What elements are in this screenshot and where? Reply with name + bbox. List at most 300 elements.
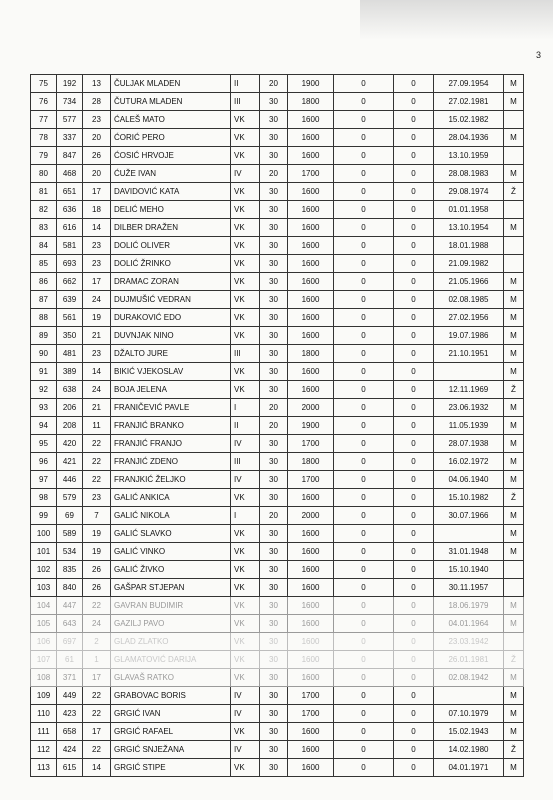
cell-gender	[504, 111, 524, 129]
cell-value-b: 0	[394, 381, 434, 399]
cell-full-name: GRABOVAC BORIS	[111, 687, 231, 705]
cell-full-name: ĆOSIĆ HRVOJE	[111, 147, 231, 165]
table-row	[31, 669, 524, 687]
cell-birth-date: 11.05.1939	[434, 417, 504, 435]
cell-full-name: DILBER DRAŽEN	[111, 219, 231, 237]
cell-value-a: 0	[334, 525, 394, 543]
cell-row-index: 93	[31, 399, 57, 417]
cell-points: 1600	[288, 129, 334, 147]
cell-unit-number: 26	[83, 147, 111, 165]
cell-value-b: 0	[394, 543, 434, 561]
table-row	[31, 309, 524, 327]
cell-id-number: 615	[57, 759, 83, 777]
cell-row-index: 100	[31, 525, 57, 543]
cell-value-b: 0	[394, 183, 434, 201]
cell-hours: 30	[260, 381, 288, 399]
cell-gender: Ž	[504, 381, 524, 399]
cell-unit-number: 14	[83, 219, 111, 237]
cell-value-a: 0	[334, 687, 394, 705]
cell-gender: M	[504, 129, 524, 147]
cell-value-a: 0	[334, 759, 394, 777]
cell-id-number: 61	[57, 651, 83, 669]
table-row	[31, 255, 524, 273]
cell-hours: 30	[260, 111, 288, 129]
cell-birth-date: 07.10.1979	[434, 705, 504, 723]
cell-full-name: DOLIĆ ŽRINKO	[111, 255, 231, 273]
cell-row-index: 88	[31, 309, 57, 327]
cell-qualification: III	[231, 345, 260, 363]
cell-row-index: 84	[31, 237, 57, 255]
cell-unit-number: 22	[83, 435, 111, 453]
cell-value-a: 0	[334, 363, 394, 381]
cell-unit-number: 22	[83, 471, 111, 489]
cell-birth-date: 21.10.1951	[434, 345, 504, 363]
cell-hours: 20	[260, 417, 288, 435]
table-row	[31, 219, 524, 237]
cell-gender: M	[504, 165, 524, 183]
cell-value-a: 0	[334, 633, 394, 651]
cell-value-b: 0	[394, 291, 434, 309]
cell-points: 1600	[288, 579, 334, 597]
cell-hours: 30	[260, 345, 288, 363]
cell-gender: Ž	[504, 651, 524, 669]
cell-unit-number: 20	[83, 165, 111, 183]
cell-qualification: VK	[231, 291, 260, 309]
cell-row-index: 109	[31, 687, 57, 705]
cell-gender: M	[504, 93, 524, 111]
cell-unit-number: 21	[83, 327, 111, 345]
cell-full-name: ĆUŽE IVAN	[111, 165, 231, 183]
cell-value-a: 0	[334, 399, 394, 417]
table-row	[31, 525, 524, 543]
cell-unit-number: 20	[83, 129, 111, 147]
cell-value-a: 0	[334, 147, 394, 165]
cell-full-name: GRGIĆ SNJEŽANA	[111, 741, 231, 759]
cell-qualification: VK	[231, 525, 260, 543]
cell-gender: Ž	[504, 183, 524, 201]
cell-unit-number: 18	[83, 201, 111, 219]
cell-id-number: 446	[57, 471, 83, 489]
cell-value-b: 0	[394, 147, 434, 165]
cell-value-b: 0	[394, 453, 434, 471]
cell-row-index: 99	[31, 507, 57, 525]
cell-birth-date: 15.10.1982	[434, 489, 504, 507]
cell-unit-number: 14	[83, 363, 111, 381]
cell-points: 1600	[288, 273, 334, 291]
cell-birth-date: 30.07.1966	[434, 507, 504, 525]
cell-unit-number: 24	[83, 381, 111, 399]
cell-full-name: FRANJIĆ FRANJO	[111, 435, 231, 453]
cell-id-number: 697	[57, 633, 83, 651]
cell-hours: 30	[260, 183, 288, 201]
cell-row-index: 111	[31, 723, 57, 741]
cell-full-name: FRANJKIĆ ŽELJKO	[111, 471, 231, 489]
table-row	[31, 201, 524, 219]
cell-unit-number: 1	[83, 651, 111, 669]
cell-hours: 30	[260, 651, 288, 669]
cell-id-number: 420	[57, 435, 83, 453]
cell-row-index: 108	[31, 669, 57, 687]
cell-birth-date: 23.06.1932	[434, 399, 504, 417]
cell-row-index: 86	[31, 273, 57, 291]
cell-value-b: 0	[394, 327, 434, 345]
page-number: 3	[535, 50, 541, 60]
cell-hours: 30	[260, 201, 288, 219]
cell-qualification: VK	[231, 381, 260, 399]
cell-qualification: VK	[231, 129, 260, 147]
cell-unit-number: 17	[83, 669, 111, 687]
cell-birth-date: 21.09.1982	[434, 255, 504, 273]
cell-points: 2000	[288, 507, 334, 525]
cell-unit-number: 22	[83, 687, 111, 705]
cell-value-b: 0	[394, 417, 434, 435]
cell-full-name: GRGIĆ STIPE	[111, 759, 231, 777]
cell-value-a: 0	[334, 381, 394, 399]
cell-value-b: 0	[394, 111, 434, 129]
cell-gender: M	[504, 615, 524, 633]
cell-value-b: 0	[394, 345, 434, 363]
table-row	[31, 453, 524, 471]
cell-id-number: 581	[57, 237, 83, 255]
cell-points: 1700	[288, 687, 334, 705]
cell-row-index: 92	[31, 381, 57, 399]
cell-value-b: 0	[394, 363, 434, 381]
cell-value-a: 0	[334, 507, 394, 525]
cell-hours: 30	[260, 687, 288, 705]
cell-full-name: DŽALTO JURE	[111, 345, 231, 363]
cell-points: 1600	[288, 741, 334, 759]
cell-qualification: IV	[231, 471, 260, 489]
cell-points: 1600	[288, 255, 334, 273]
cell-birth-date	[434, 363, 504, 381]
cell-points: 1600	[288, 525, 334, 543]
table-row	[31, 561, 524, 579]
cell-value-b: 0	[394, 471, 434, 489]
cell-value-a: 0	[334, 615, 394, 633]
cell-qualification: VK	[231, 723, 260, 741]
cell-gender: M	[504, 291, 524, 309]
cell-value-b: 0	[394, 219, 434, 237]
cell-qualification: III	[231, 453, 260, 471]
cell-hours: 30	[260, 579, 288, 597]
cell-hours: 30	[260, 543, 288, 561]
table-row	[31, 381, 524, 399]
cell-full-name: GALIĆ ŽIVKO	[111, 561, 231, 579]
cell-unit-number: 23	[83, 345, 111, 363]
cell-hours: 30	[260, 471, 288, 489]
cell-value-b: 0	[394, 93, 434, 111]
cell-gender: M	[504, 723, 524, 741]
cell-value-a: 0	[334, 273, 394, 291]
cell-row-index: 110	[31, 705, 57, 723]
cell-points: 1600	[288, 381, 334, 399]
cell-unit-number: 24	[83, 291, 111, 309]
cell-full-name: GRGIĆ RAFAEL	[111, 723, 231, 741]
cell-hours: 30	[260, 453, 288, 471]
cell-unit-number: 23	[83, 255, 111, 273]
cell-full-name: GAVRAN BUDIMIR	[111, 597, 231, 615]
cell-hours: 30	[260, 561, 288, 579]
cell-full-name: GAŠPAR STJEPAN	[111, 579, 231, 597]
cell-id-number: 449	[57, 687, 83, 705]
cell-points: 1600	[288, 543, 334, 561]
cell-hours: 30	[260, 291, 288, 309]
cell-row-index: 85	[31, 255, 57, 273]
cell-gender: M	[504, 309, 524, 327]
cell-gender: M	[504, 687, 524, 705]
cell-id-number: 423	[57, 705, 83, 723]
cell-value-a: 0	[334, 165, 394, 183]
cell-birth-date: 02.08.1985	[434, 291, 504, 309]
cell-gender: M	[504, 345, 524, 363]
cell-unit-number: 19	[83, 543, 111, 561]
cell-hours: 30	[260, 435, 288, 453]
cell-value-b: 0	[394, 399, 434, 417]
table-row	[31, 687, 524, 705]
cell-points: 1600	[288, 561, 334, 579]
cell-full-name: BIKIĆ VJEKOSLAV	[111, 363, 231, 381]
cell-points: 1700	[288, 471, 334, 489]
cell-hours: 30	[260, 309, 288, 327]
cell-hours: 30	[260, 255, 288, 273]
table-row	[31, 165, 524, 183]
cell-points: 1800	[288, 453, 334, 471]
cell-qualification: VK	[231, 651, 260, 669]
cell-unit-number: 7	[83, 507, 111, 525]
cell-id-number: 350	[57, 327, 83, 345]
cell-birth-date: 15.02.1982	[434, 111, 504, 129]
cell-gender: M	[504, 435, 524, 453]
cell-value-b: 0	[394, 75, 434, 93]
cell-gender: M	[504, 471, 524, 489]
cell-points: 1600	[288, 489, 334, 507]
cell-qualification: VK	[231, 489, 260, 507]
cell-hours: 30	[260, 273, 288, 291]
cell-points: 1800	[288, 345, 334, 363]
cell-birth-date: 15.10.1940	[434, 561, 504, 579]
cell-points: 1600	[288, 723, 334, 741]
cell-row-index: 87	[31, 291, 57, 309]
cell-full-name: GALIĆ NIKOLA	[111, 507, 231, 525]
cell-unit-number: 17	[83, 273, 111, 291]
cell-points: 1600	[288, 597, 334, 615]
table-row	[31, 543, 524, 561]
cell-qualification: VK	[231, 579, 260, 597]
cell-birth-date: 31.01.1948	[434, 543, 504, 561]
table-row	[31, 291, 524, 309]
cell-unit-number: 11	[83, 417, 111, 435]
cell-points: 1600	[288, 201, 334, 219]
cell-id-number: 693	[57, 255, 83, 273]
cell-full-name: GLAMATOVIĆ DARIJA	[111, 651, 231, 669]
cell-qualification: IV	[231, 165, 260, 183]
cell-birth-date: 27.09.1954	[434, 75, 504, 93]
cell-qualification: VK	[231, 237, 260, 255]
cell-points: 1600	[288, 111, 334, 129]
cell-value-b: 0	[394, 129, 434, 147]
cell-gender: Ž	[504, 489, 524, 507]
cell-gender: M	[504, 543, 524, 561]
cell-id-number: 577	[57, 111, 83, 129]
cell-points: 1900	[288, 75, 334, 93]
cell-birth-date: 14.02.1980	[434, 741, 504, 759]
table-row	[31, 723, 524, 741]
cell-points: 1600	[288, 309, 334, 327]
table-row	[31, 327, 524, 345]
table-row	[31, 489, 524, 507]
cell-qualification: VK	[231, 669, 260, 687]
cell-value-a: 0	[334, 669, 394, 687]
cell-value-a: 0	[334, 201, 394, 219]
cell-value-a: 0	[334, 597, 394, 615]
cell-row-index: 75	[31, 75, 57, 93]
cell-points: 1900	[288, 417, 334, 435]
cell-points: 1600	[288, 651, 334, 669]
cell-value-a: 0	[334, 327, 394, 345]
cell-value-a: 0	[334, 561, 394, 579]
cell-full-name: GAZILJ PAVO	[111, 615, 231, 633]
cell-points: 1600	[288, 633, 334, 651]
cell-hours: 30	[260, 633, 288, 651]
cell-points: 1600	[288, 669, 334, 687]
cell-qualification: VK	[231, 633, 260, 651]
cell-value-a: 0	[334, 435, 394, 453]
cell-id-number: 589	[57, 525, 83, 543]
cell-birth-date: 18.06.1979	[434, 597, 504, 615]
table-row	[31, 399, 524, 417]
cell-value-a: 0	[334, 471, 394, 489]
cell-qualification: IV	[231, 741, 260, 759]
cell-value-a: 0	[334, 705, 394, 723]
table-row	[31, 633, 524, 651]
cell-value-b: 0	[394, 273, 434, 291]
cell-value-a: 0	[334, 75, 394, 93]
cell-unit-number: 14	[83, 759, 111, 777]
cell-value-a: 0	[334, 129, 394, 147]
cell-row-index: 106	[31, 633, 57, 651]
cell-unit-number: 22	[83, 453, 111, 471]
cell-qualification: I	[231, 399, 260, 417]
cell-hours: 20	[260, 507, 288, 525]
cell-row-index: 77	[31, 111, 57, 129]
cell-points: 1600	[288, 759, 334, 777]
cell-gender: M	[504, 705, 524, 723]
cell-birth-date: 04.01.1971	[434, 759, 504, 777]
cell-id-number: 639	[57, 291, 83, 309]
table-row	[31, 507, 524, 525]
cell-value-b: 0	[394, 561, 434, 579]
cell-id-number: 468	[57, 165, 83, 183]
cell-hours: 30	[260, 723, 288, 741]
cell-points: 2000	[288, 399, 334, 417]
cell-value-a: 0	[334, 111, 394, 129]
cell-full-name: ĆORIĆ PERO	[111, 129, 231, 147]
cell-value-a: 0	[334, 291, 394, 309]
cell-value-b: 0	[394, 705, 434, 723]
cell-row-index: 112	[31, 741, 57, 759]
cell-full-name: ČUTURA MLADEN	[111, 93, 231, 111]
cell-hours: 20	[260, 165, 288, 183]
cell-full-name: GLAD ZLATKO	[111, 633, 231, 651]
cell-points: 1600	[288, 615, 334, 633]
cell-unit-number: 19	[83, 525, 111, 543]
cell-gender: M	[504, 399, 524, 417]
cell-unit-number: 17	[83, 723, 111, 741]
cell-points: 1600	[288, 291, 334, 309]
cell-value-a: 0	[334, 741, 394, 759]
cell-birth-date: 01.01.1958	[434, 201, 504, 219]
cell-value-a: 0	[334, 255, 394, 273]
table-body	[31, 75, 524, 777]
cell-gender: M	[504, 417, 524, 435]
cell-id-number: 835	[57, 561, 83, 579]
table-row	[31, 147, 524, 165]
cell-value-b: 0	[394, 615, 434, 633]
cell-value-b: 0	[394, 687, 434, 705]
cell-qualification: VK	[231, 615, 260, 633]
cell-points: 1600	[288, 147, 334, 165]
table-row	[31, 111, 524, 129]
cell-qualification: VK	[231, 219, 260, 237]
cell-id-number: 424	[57, 741, 83, 759]
cell-birth-date: 04.01.1964	[434, 615, 504, 633]
table-row	[31, 75, 524, 93]
cell-birth-date: 27.02.1956	[434, 309, 504, 327]
cell-value-b: 0	[394, 597, 434, 615]
table-row	[31, 363, 524, 381]
cell-hours: 30	[260, 327, 288, 345]
cell-full-name: GRGIĆ IVAN	[111, 705, 231, 723]
cell-row-index: 80	[31, 165, 57, 183]
cell-id-number: 371	[57, 669, 83, 687]
cell-value-a: 0	[334, 723, 394, 741]
cell-gender: M	[504, 759, 524, 777]
cell-row-index: 104	[31, 597, 57, 615]
cell-value-b: 0	[394, 579, 434, 597]
cell-row-index: 105	[31, 615, 57, 633]
cell-unit-number: 22	[83, 597, 111, 615]
table-row	[31, 435, 524, 453]
cell-birth-date: 23.03.1942	[434, 633, 504, 651]
cell-id-number: 69	[57, 507, 83, 525]
cell-points: 1700	[288, 165, 334, 183]
cell-row-index: 97	[31, 471, 57, 489]
table-row	[31, 345, 524, 363]
cell-unit-number: 23	[83, 111, 111, 129]
cell-unit-number: 13	[83, 75, 111, 93]
cell-qualification: III	[231, 93, 260, 111]
cell-full-name: DRAMAC ZORAN	[111, 273, 231, 291]
cell-birth-date	[434, 525, 504, 543]
cell-full-name: DAVIDOVIĆ KATA	[111, 183, 231, 201]
cell-birth-date: 13.10.1959	[434, 147, 504, 165]
cell-value-b: 0	[394, 237, 434, 255]
cell-gender	[504, 201, 524, 219]
cell-id-number: 847	[57, 147, 83, 165]
cell-gender: Ž	[504, 741, 524, 759]
cell-qualification: VK	[231, 201, 260, 219]
cell-qualification: VK	[231, 597, 260, 615]
cell-birth-date: 19.07.1986	[434, 327, 504, 345]
cell-unit-number: 2	[83, 633, 111, 651]
cell-gender: M	[504, 327, 524, 345]
cell-gender: M	[504, 273, 524, 291]
cell-id-number: 337	[57, 129, 83, 147]
cell-birth-date: 29.08.1974	[434, 183, 504, 201]
cell-row-index: 76	[31, 93, 57, 111]
cell-value-a: 0	[334, 489, 394, 507]
cell-birth-date: 21.05.1966	[434, 273, 504, 291]
